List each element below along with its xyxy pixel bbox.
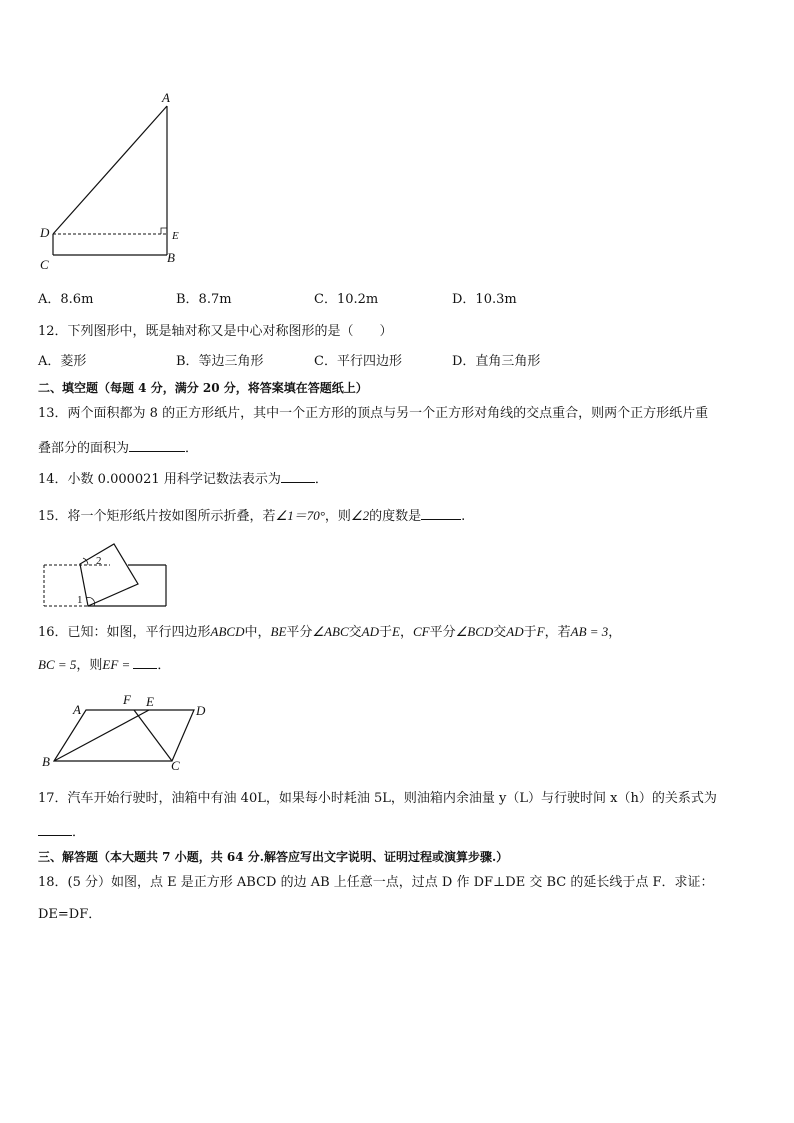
q16-ad1: AD <box>361 624 379 639</box>
q15-text-post: 的度数是 <box>369 509 422 524</box>
q16-t7: 交 <box>493 625 507 640</box>
q16-t10: ， <box>608 625 622 640</box>
section3-heading: 三、解答题（本大题共 7 小题，共 64 分.解答应写出文字说明、证明过程或演算步骤.） <box>38 850 509 864</box>
q14-end: ． <box>314 472 328 487</box>
q16-t8: 于 <box>523 625 537 640</box>
q11-option-c[interactable]: C．10.2m <box>314 292 379 307</box>
q17-answer-blank[interactable] <box>38 822 72 836</box>
q16-abcd: ABCD <box>210 624 245 639</box>
q16-t5: ， <box>399 625 413 640</box>
q12-option-d[interactable]: D．直角三角形 <box>452 354 541 369</box>
q16-line2 <box>38 655 170 675</box>
q11-option-b[interactable]: B．8.7m <box>176 292 232 307</box>
q16-line1 <box>38 623 621 642</box>
q17-line2 <box>38 822 85 842</box>
q12-stem: 12．下列图形中，既是轴对称又是中心对称图形的是（ ） <box>38 324 393 339</box>
q16-t11: ，则 <box>76 658 103 673</box>
q15-text-pre: 15．将一个矩形纸片按如图所示折叠，若 <box>38 509 276 524</box>
label-f: F <box>123 692 131 707</box>
folded-flap <box>80 544 138 606</box>
q11-option-a[interactable]: A．8.6m <box>38 292 94 307</box>
q16-t2: 平分 <box>286 625 313 640</box>
q12-option-a[interactable]: A．菱形 <box>38 354 87 369</box>
q16-end: ． <box>157 658 171 673</box>
q12-option-c[interactable]: C．平行四边形 <box>314 354 402 369</box>
q17-end: ． <box>72 825 86 840</box>
q11-option-d[interactable]: D．10.3m <box>452 292 517 307</box>
line-ad <box>53 106 167 234</box>
label-e: E <box>172 230 179 242</box>
label-a: A <box>162 90 170 105</box>
q15-figure <box>40 538 175 610</box>
q15-angle1: ∠1＝70° <box>275 508 325 523</box>
q16-ef: EF = <box>102 657 131 672</box>
q12-option-b[interactable]: B．等边三角形 <box>176 354 264 369</box>
line-be <box>54 710 149 761</box>
q16-t4: 于 <box>379 625 393 640</box>
label-c: C <box>171 758 180 773</box>
q13-answer-blank[interactable] <box>129 438 185 452</box>
q14-text: 14．小数 0.000021 用科学记数法表示为 <box>38 472 281 487</box>
q16-t6: 平分 <box>429 625 456 640</box>
q14-answer-blank[interactable] <box>281 469 315 483</box>
label-d: D <box>196 703 206 718</box>
label-b: B <box>42 754 50 769</box>
label-d: D <box>40 225 50 240</box>
q16-cf: CF <box>412 624 430 639</box>
q15-text-mid: ，则 <box>324 509 351 524</box>
q13-line1: 13．两个面积都为 8 的正方形纸片，其中一个正方形的顶点与另一个正方形对角线的交点重合，则两个正方形纸片重 <box>38 406 709 421</box>
q15-end: . <box>461 509 466 524</box>
q18-line2: DE=DF． <box>38 907 102 922</box>
q16-be: BE <box>270 624 287 639</box>
q15-answer-blank[interactable] <box>421 506 461 520</box>
q16-f: F <box>536 624 545 639</box>
line-cf <box>134 710 172 761</box>
q13-end: ． <box>185 441 199 456</box>
q11-figure <box>30 88 190 278</box>
label-c: C <box>40 257 49 272</box>
q18-line1: 18．(5 分）如图，点 E 是正方形 ABCD 的边 AB 上任意一点，过点 D 作 DF⊥DE 交 BC 的延长线于点 F．求证： <box>38 875 714 890</box>
q16-e: E <box>392 624 400 639</box>
right-angle-mark <box>161 228 167 234</box>
q16-ab: AB = 3 <box>570 624 609 639</box>
q16-t9: ，若 <box>544 625 571 640</box>
q13-line2 <box>38 438 198 458</box>
label-b: B <box>167 250 175 265</box>
q13-text: 叠部分的面积为 <box>38 441 130 456</box>
q16-t3: 交 <box>348 625 362 640</box>
angle2-label: 2 <box>96 555 102 567</box>
q17-line1: 17．汽车开始行驶时，油箱中有油 40L，如果每小时耗油 5L，则油箱内余油量 y（L）与行驶时间 x（h）的关系式为 <box>38 791 717 806</box>
q16-t1: 中， <box>244 625 271 640</box>
q16-ad2: AD <box>506 624 524 639</box>
q16-t0: 16．已知：如图，平行四边形 <box>38 625 211 640</box>
q15-angle2: ∠2 <box>350 508 370 523</box>
q16-answer-blank[interactable] <box>133 655 157 669</box>
section2-heading: 二、填空题（每题 4 分，满分 20 分，将答案填在答题纸上） <box>38 381 368 395</box>
q14-line <box>38 469 328 489</box>
label-e: E <box>146 694 154 709</box>
parallelogram-abcd <box>54 710 194 761</box>
q16-bcd: ∠BCD <box>455 624 494 639</box>
q16-figure <box>38 690 218 775</box>
q16-bc: BC = 5 <box>38 657 77 672</box>
label-a: A <box>73 702 81 717</box>
q15-line <box>38 506 465 526</box>
angle1-label: 1 <box>77 594 83 606</box>
q16-abc: ∠ABC <box>312 624 349 639</box>
